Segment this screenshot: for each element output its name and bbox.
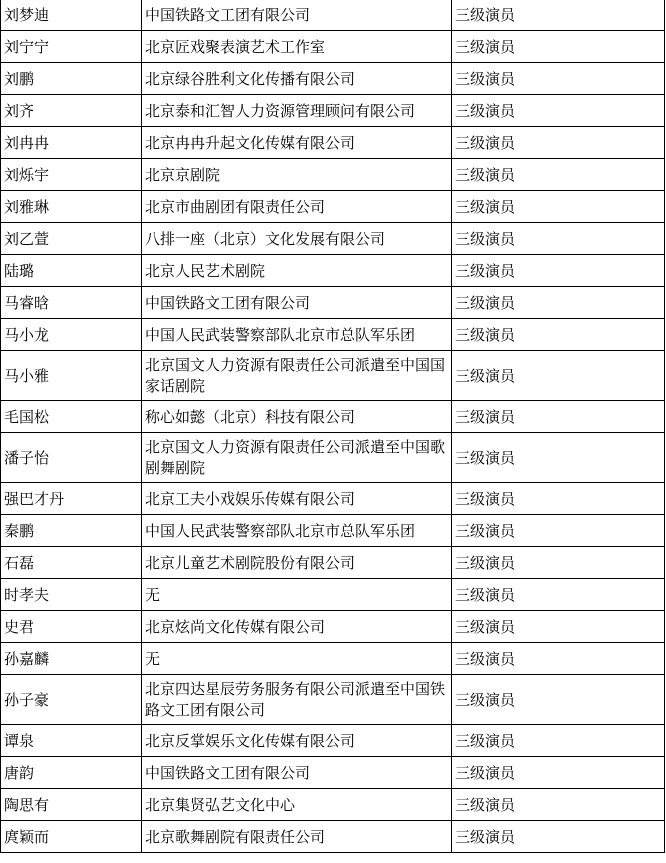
table-row [1, 547, 665, 579]
name-cell: 谭泉 [1, 725, 142, 757]
title-cell: 三级演员 [452, 31, 665, 63]
organization-cell: 北京人民艺术剧院 [142, 255, 452, 287]
name-cell: 陶思有 [1, 789, 142, 821]
organization-cell: 称心如懿（北京）科技有限公司 [142, 401, 452, 433]
organization-cell: 北京京剧院 [142, 159, 452, 191]
organization-cell: 中国人民武装警察部队北京市总队军乐团 [142, 319, 452, 351]
name-cell: 时孝夫 [1, 579, 142, 611]
table-row [1, 31, 665, 63]
organization-cell: 北京炫尚文化传媒有限公司 [142, 611, 452, 643]
organization-cell: 北京集贤弘艺文化中心 [142, 789, 452, 821]
table-row [1, 127, 665, 159]
name-cell: 孙子豪 [1, 675, 142, 725]
organization-cell: 中国铁路文工团有限公司 [142, 0, 452, 31]
title-cell: 三级演员 [452, 547, 665, 579]
name-cell: 强巴才丹 [1, 483, 142, 515]
organization-cell: 无 [142, 643, 452, 675]
name-cell: 秦鹏 [1, 515, 142, 547]
title-cell: 三级演员 [452, 725, 665, 757]
title-cell: 三级演员 [452, 287, 665, 319]
name-cell: 庹颖而 [1, 821, 142, 853]
title-cell: 三级演员 [452, 515, 665, 547]
title-cell: 三级演员 [452, 579, 665, 611]
table-row [1, 401, 665, 433]
table-row [1, 319, 665, 351]
name-cell: 石磊 [1, 547, 142, 579]
title-cell: 三级演员 [452, 433, 665, 483]
name-cell: 唐韵 [1, 757, 142, 789]
title-cell: 三级演员 [452, 351, 665, 401]
table-row [1, 191, 665, 223]
organization-cell: 北京泰和汇智人力资源管理顾问有限公司 [142, 95, 452, 127]
name-cell: 马睿晗 [1, 287, 142, 319]
table-row [1, 159, 665, 191]
name-cell: 潘子怡 [1, 433, 142, 483]
title-cell: 三级演员 [452, 159, 665, 191]
title-cell: 三级演员 [452, 191, 665, 223]
table-row [1, 611, 665, 643]
organization-cell: 中国人民武装警察部队北京市总队军乐团 [142, 515, 452, 547]
title-cell: 三级演员 [452, 319, 665, 351]
title-cell: 三级演员 [452, 483, 665, 515]
title-cell: 三级演员 [452, 401, 665, 433]
organization-cell: 北京反掌娱乐文化传媒有限公司 [142, 725, 452, 757]
table-row [1, 287, 665, 319]
table-row [1, 63, 665, 95]
organization-cell: 北京歌舞剧院有限责任公司 [142, 821, 452, 853]
name-cell: 刘鹏 [1, 63, 142, 95]
name-cell: 刘烁宇 [1, 159, 142, 191]
organization-cell: 北京国文人力资源有限责任公司派遣至中国歌剧舞剧院 [142, 433, 452, 483]
table-row [1, 789, 665, 821]
table-row [1, 0, 665, 31]
table-row [1, 351, 665, 401]
title-cell: 三级演员 [452, 643, 665, 675]
organization-cell: 北京四达星辰劳务服务有限公司派遣至中国铁路文工团有限公司 [142, 675, 452, 725]
name-cell: 刘宁宁 [1, 31, 142, 63]
organization-cell: 北京绿谷胜利文化传播有限公司 [142, 63, 452, 95]
table-body [1, 0, 665, 853]
title-cell: 三级演员 [452, 95, 665, 127]
organization-cell: 北京儿童艺术剧院股份有限公司 [142, 547, 452, 579]
name-cell: 孙嘉麟 [1, 643, 142, 675]
name-cell: 马小龙 [1, 319, 142, 351]
organization-cell: 北京工夫小戏娱乐传媒有限公司 [142, 483, 452, 515]
table-row [1, 821, 665, 853]
table-row [1, 757, 665, 789]
organization-cell: 中国铁路文工团有限公司 [142, 287, 452, 319]
title-cell: 三级演员 [452, 255, 665, 287]
organization-cell: 北京匠戏聚表演艺术工作室 [142, 31, 452, 63]
table-row [1, 433, 665, 483]
table-row [1, 725, 665, 757]
organization-cell: 八排一座（北京）文化发展有限公司 [142, 223, 452, 255]
title-cell: 三级演员 [452, 127, 665, 159]
title-cell: 三级演员 [452, 821, 665, 853]
title-cell: 三级演员 [452, 757, 665, 789]
name-cell: 陆璐 [1, 255, 142, 287]
organization-cell: 中国铁路文工团有限公司 [142, 757, 452, 789]
table-row [1, 675, 665, 725]
title-cell: 三级演员 [452, 63, 665, 95]
table-row [1, 515, 665, 547]
title-cell: 三级演员 [452, 611, 665, 643]
name-cell: 刘冉冉 [1, 127, 142, 159]
title-cell: 三级演员 [452, 0, 665, 31]
organization-cell: 北京国文人力资源有限责任公司派遣至中国国家话剧院 [142, 351, 452, 401]
title-cell: 三级演员 [452, 223, 665, 255]
table-row [1, 579, 665, 611]
name-cell: 刘梦迪 [1, 0, 142, 31]
organization-cell: 北京市曲剧团有限责任公司 [142, 191, 452, 223]
name-cell: 刘齐 [1, 95, 142, 127]
title-cell: 三级演员 [452, 789, 665, 821]
title-cell: 三级演员 [452, 675, 665, 725]
organization-cell: 北京冉冉升起文化传媒有限公司 [142, 127, 452, 159]
table-row [1, 255, 665, 287]
name-cell: 马小雅 [1, 351, 142, 401]
table-row [1, 643, 665, 675]
table-row [1, 95, 665, 127]
name-cell: 毛国松 [1, 401, 142, 433]
name-cell: 刘雅琳 [1, 191, 142, 223]
name-cell: 史君 [1, 611, 142, 643]
table-row [1, 483, 665, 515]
name-cell: 刘乙萱 [1, 223, 142, 255]
table-row [1, 223, 665, 255]
organization-cell: 无 [142, 579, 452, 611]
